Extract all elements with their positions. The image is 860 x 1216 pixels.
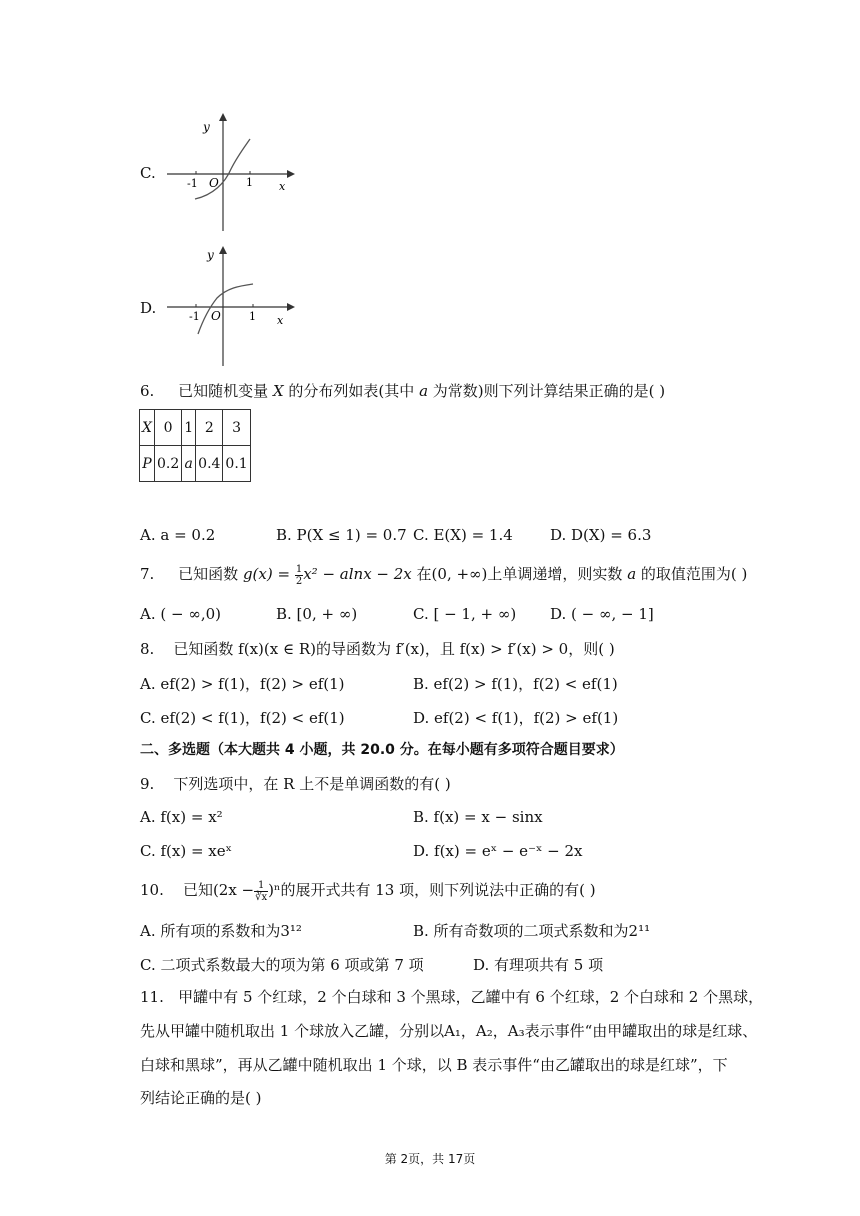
pos-one-label: 1 xyxy=(246,176,253,189)
table-cell: 0.1 xyxy=(223,446,250,482)
q7-option-c: C. [ − 1, + ∞) xyxy=(413,605,517,623)
table-cell: 0.4 xyxy=(196,446,223,482)
table-cell: a xyxy=(182,446,196,482)
q7-option-b: B. [0, + ∞) xyxy=(276,605,358,623)
q11-line-4: 列结论正确的是( ) xyxy=(140,1089,262,1107)
q9-option-a: A. f(x) = x² xyxy=(140,808,223,826)
option-c-label: C. xyxy=(140,164,156,182)
q6-option-b: B. P(X ≤ 1) = 0.7 xyxy=(276,526,407,544)
section-heading: 二、多选题（本大题共 4 小题，共 20.0 分。在每小题有多项符合题目要求） xyxy=(140,742,624,758)
table-cell: 2 xyxy=(196,410,223,446)
q10-option-a: A. 所有项的系数和为3¹² xyxy=(140,922,302,940)
q8-option-d: D. ef(2) < f(1)，f(2) > ef(1) xyxy=(413,709,619,727)
q9-option-b: B. f(x) = x − sinx xyxy=(413,808,543,826)
q6-option-c: C. E(X) = 1.4 xyxy=(413,526,513,544)
graph-c xyxy=(165,113,295,233)
q11-line-3: 白球和黑球”，再从乙罐中随机取出 1 个球，以 B 表示事件“由乙罐取出的球是红球”，下 xyxy=(140,1056,728,1074)
x-label: x xyxy=(277,314,284,327)
x-label: x xyxy=(279,180,286,193)
q10-option-c: C. 二项式系数最大的项为第 6 项或第 7 项 xyxy=(140,956,424,974)
y-label: y xyxy=(207,248,214,262)
q9-option-d: D. f(x) = eˣ − e⁻ˣ − 2x xyxy=(413,842,583,860)
fraction-half: $\frac{1}{2}$ xyxy=(295,563,303,587)
q10-option-d: D. 有理项共有 5 项 xyxy=(473,956,604,974)
table-cell: P xyxy=(140,446,155,482)
neg-one-label: -1 xyxy=(187,177,198,190)
q8-number: 8. xyxy=(140,640,155,658)
q8-option-c: C. ef(2) < f(1)，f(2) < ef(1) xyxy=(140,709,345,727)
q8-option-a: A. ef(2) > f(1)，f(2) > ef(1) xyxy=(140,675,345,693)
origin-label: O xyxy=(209,176,219,190)
pos-one-label: 1 xyxy=(249,310,256,323)
q7-option-a: A. ( − ∞,0) xyxy=(140,605,221,623)
neg-one-label: -1 xyxy=(189,310,200,323)
q9-option-c: C. f(x) = xeˣ xyxy=(140,842,232,860)
table-row xyxy=(140,446,251,482)
table-cell: 0.2 xyxy=(154,446,181,482)
q6-stem: 6. 已知随机变量 X 的分布列如表(其中 a 为常数)则下列计算结果正确的是( ) xyxy=(140,382,666,400)
q10-number: 10. xyxy=(140,881,164,899)
page-footer: 第 2页，共 17页 xyxy=(384,1152,476,1166)
q6-option-a: A. a = 0.2 xyxy=(140,526,216,544)
origin-label: O xyxy=(211,309,221,323)
x-axis-arrow xyxy=(287,303,295,311)
table-cell: 0 xyxy=(154,410,181,446)
q6-number: 6. xyxy=(140,382,155,400)
option-d-label: D. xyxy=(140,299,157,317)
graph-d xyxy=(165,246,295,368)
q7-option-d: D. ( − ∞, − 1] xyxy=(550,605,654,623)
fraction-cuberoot: $\frac{1}{∛x}$ xyxy=(255,879,268,903)
q7-stem: 7. 已知函数 g(x) = $\frac{1}{2}$ x² − alnx − 2x 在(0, +∞)上单调递增，则实数 a 的取值范围为( ) xyxy=(140,563,748,587)
q9-stem: 9. 下列选项中，在 R 上不是单调函数的有( ) xyxy=(140,775,451,793)
table-cell: X xyxy=(140,410,155,446)
distribution-table xyxy=(139,409,251,482)
y-axis-arrow xyxy=(219,113,227,121)
q10-option-b: B. 所有奇数项的二项式系数和为2¹¹ xyxy=(413,922,651,940)
x-axis-arrow xyxy=(287,170,295,178)
q8-stem: 8. 已知函数 f(x)(x ∈ R)的导函数为 f′(x)，且 f(x) > f′(x) > 0，则( ) xyxy=(140,640,615,658)
q8-option-b: B. ef(2) > f(1)，f(2) < ef(1) xyxy=(413,675,618,693)
q9-number: 9. xyxy=(140,775,155,793)
q6-option-d: D. D(X) = 6.3 xyxy=(550,526,652,544)
q10-stem: 10. 已知(2x − $\frac{1}{∛x}$ )ⁿ的展开式共有 13 项，则下列说法中正确的有( ) xyxy=(140,879,596,903)
curve-d xyxy=(198,284,253,334)
table-cell: 1 xyxy=(182,410,196,446)
q11-line-1: 11. 甲罐中有 5 个红球，2 个白球和 3 个黑球，乙罐中有 6 个红球，2 个白球和 2 个黑球， xyxy=(140,988,764,1006)
table-row xyxy=(140,410,251,446)
q11-line-2: 先从甲罐中随机取出 1 个球放入乙罐，分别以A₁，A₂，A₃表示事件“由甲罐取出的球是红球、 xyxy=(140,1022,758,1040)
y-label: y xyxy=(203,120,210,134)
q7-number: 7. xyxy=(140,565,155,583)
y-axis-arrow xyxy=(219,246,227,254)
table-cell: 3 xyxy=(223,410,250,446)
q11-number: 11. xyxy=(140,988,164,1006)
